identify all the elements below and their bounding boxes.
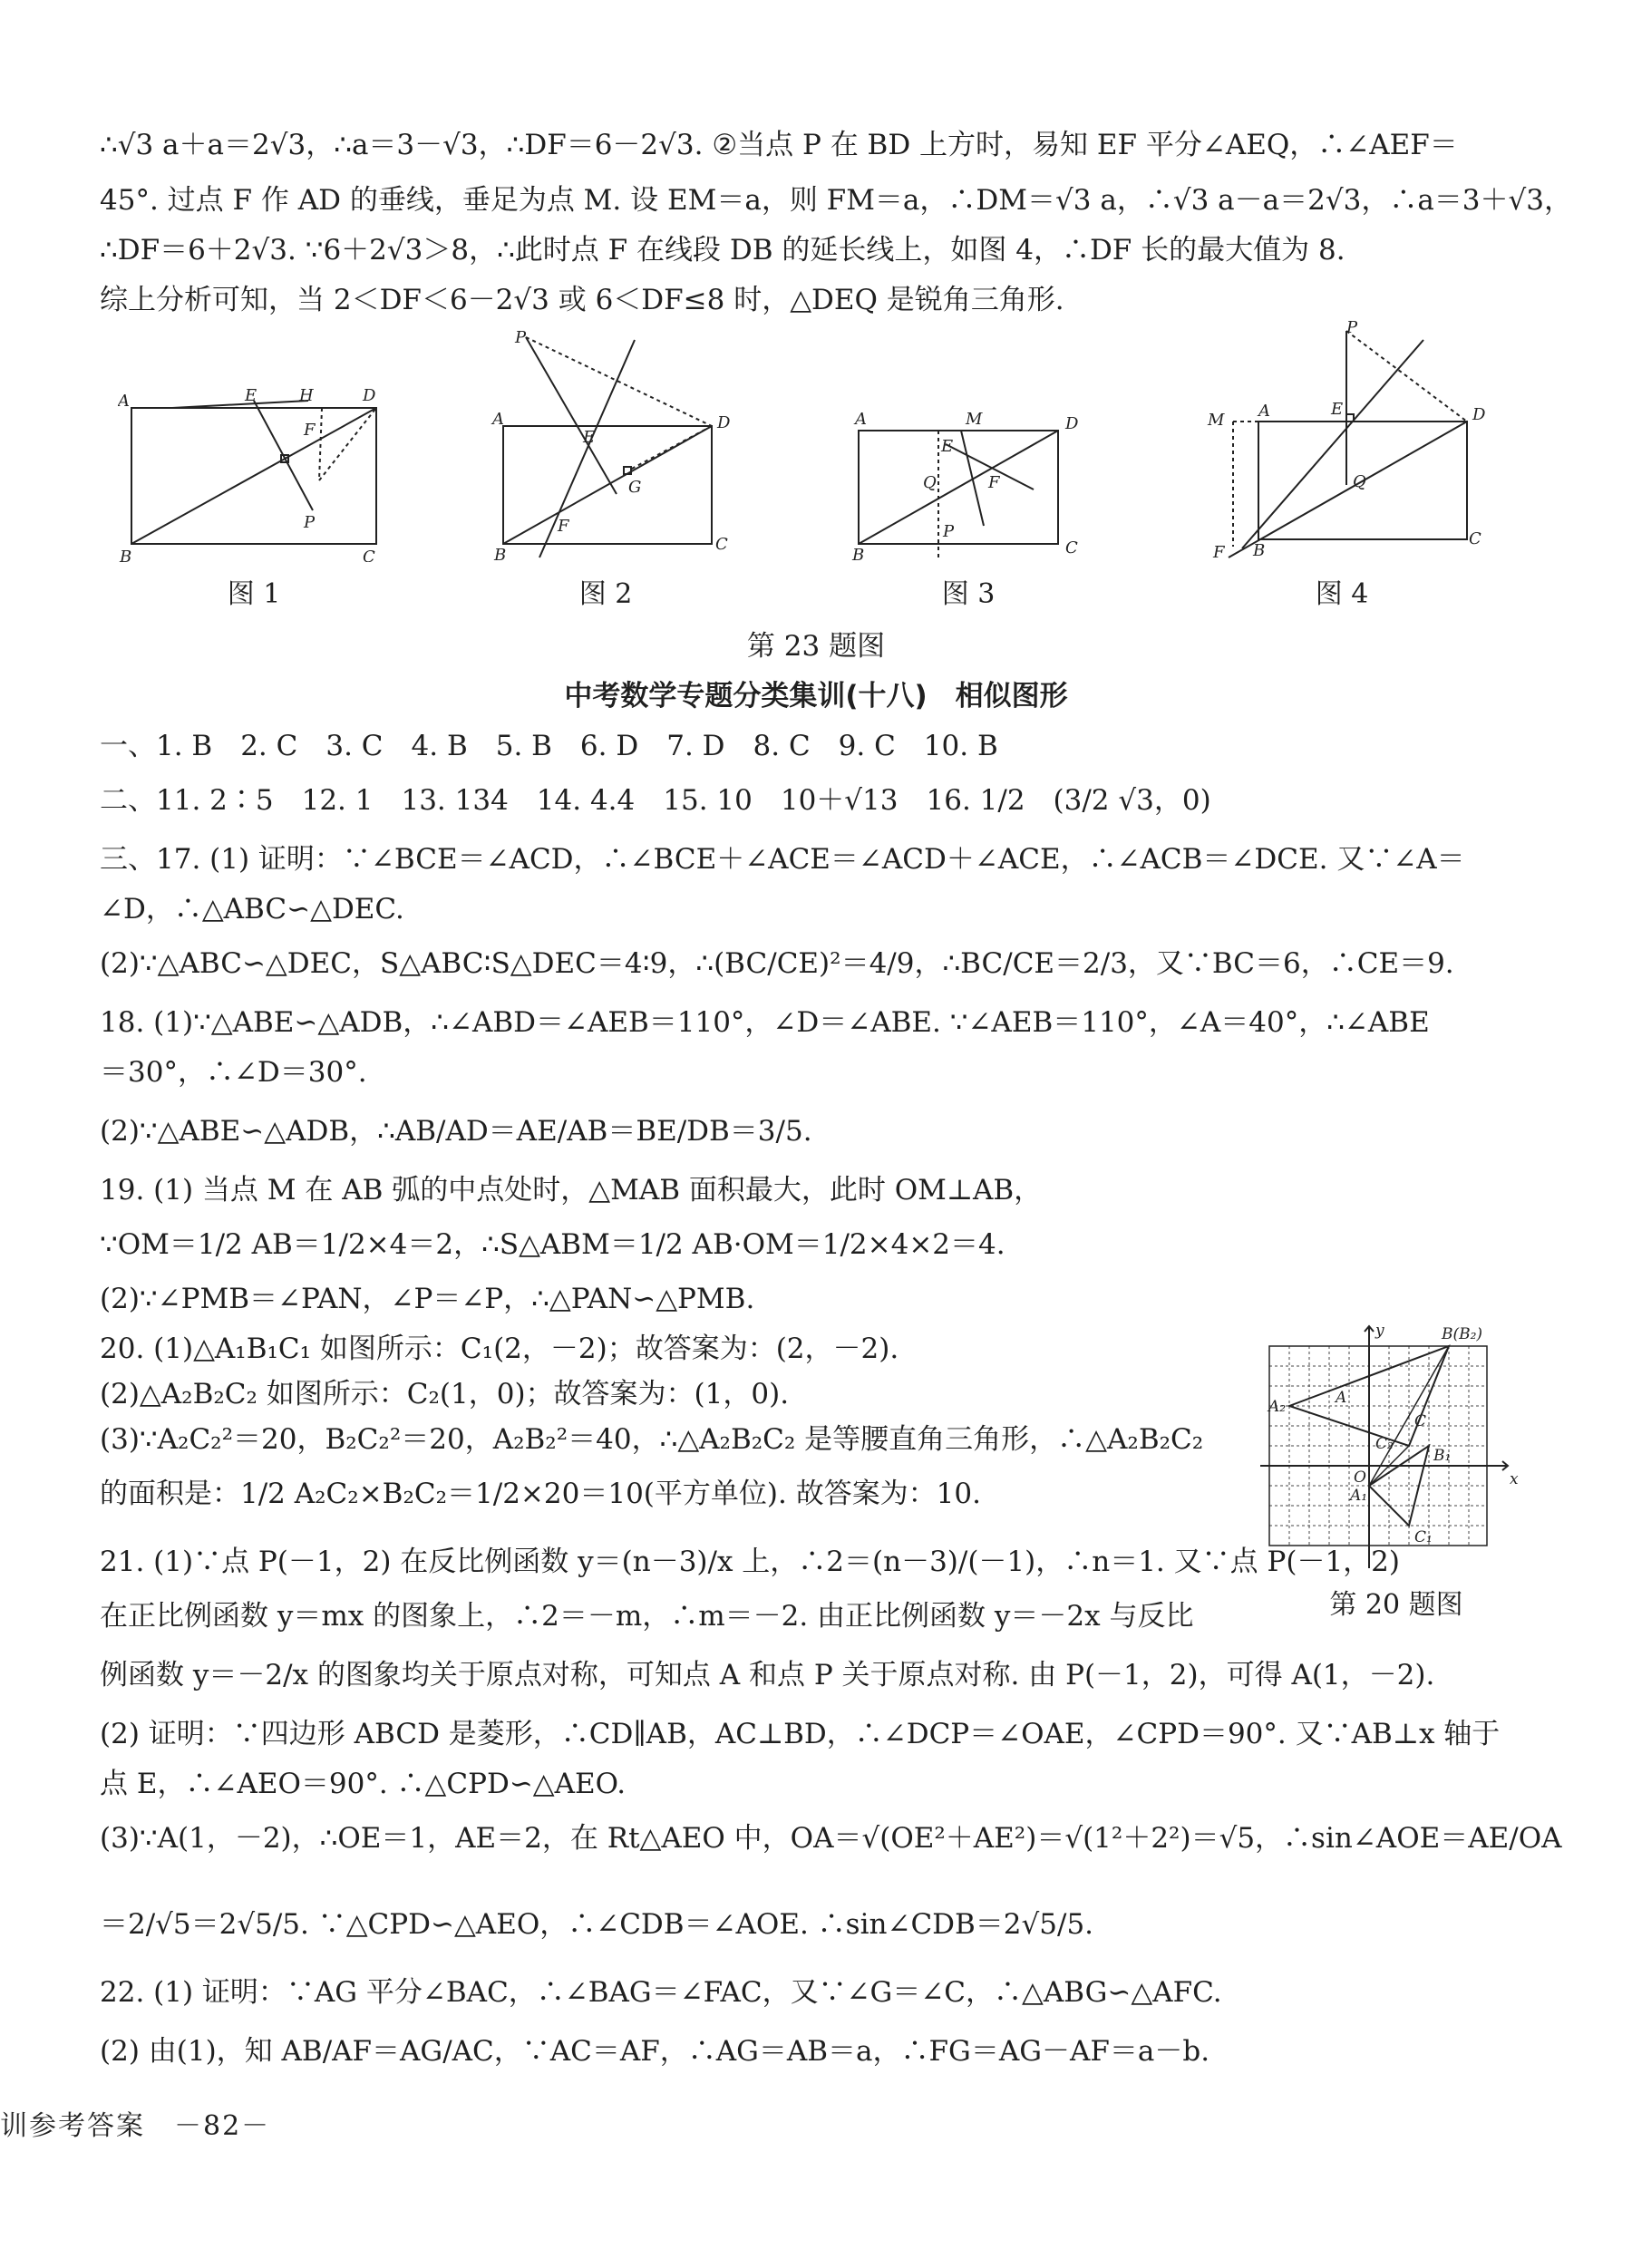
solution-line: ＝2/√5＝2√5/5. ∵△CPD∽△AEO，∴∠CDB＝∠AOE. ∴sin∠CDB＝2√5/5. [100, 1908, 1094, 1941]
solution-line: (2) 由(1)，知 AB/AF＝AG/AC，∵AC＝AF，∴AG＝AB＝a，∴FG＝AG－AF＝a－b. [100, 2035, 1210, 2068]
label-P: P [515, 328, 527, 347]
label-B1: B₁ [1433, 1447, 1452, 1465]
solution-line: (3)∵A₂C₂²＝20，B₂C₂²＝20，A₂B₂²＝40，∴△A₂B₂C₂ 是等腰直角三角形，∴△A₂B₂C₂ [100, 1423, 1204, 1456]
label-Q: Q [923, 473, 937, 492]
figure-4 [1197, 313, 1487, 562]
label-C: C [363, 548, 375, 562]
solution-line: 三、17. (1) 证明：∵∠BCE＝∠ACD，∴∠BCE＋∠ACE＝∠ACD＋∠ACE，∴∠ACB＝∠DCE. 又∵∠A＝ [100, 843, 1465, 876]
solution-line: 19. (1) 当点 M 在 AB 弧的中点处时，△MAB 面积最大，此时 OM⊥AB， [100, 1174, 1043, 1207]
label-M: M [966, 410, 983, 429]
figure-20-caption: 第 20 题图 [1329, 1589, 1463, 1621]
label-C: C [715, 535, 728, 554]
label-A: A [1336, 1389, 1347, 1407]
solution-line: 21. (1)∵点 P(－1，2) 在反比例函数 y＝(n－3)/x 上，∴2＝(n－3)/(－1)，∴n＝1. 又∵点 P(－1，2) [100, 1546, 1400, 1578]
label-B: B [494, 546, 507, 562]
figure-3 [839, 399, 1083, 562]
solution-line: ＝30°，∴∠D＝30°. [100, 1056, 367, 1089]
label-C1: C₁ [1414, 1528, 1433, 1546]
label-G: G [628, 478, 642, 497]
label-A1: A₁ [1350, 1487, 1368, 1505]
label-P: P [1346, 318, 1358, 337]
label-P: P [304, 513, 316, 532]
solution-line: ∠D，∴△ABC∽△DEC. [100, 893, 404, 926]
figure-20-grid [1256, 1319, 1528, 1582]
figure-caption: 图 3 [941, 578, 996, 610]
label-B: B [120, 548, 132, 562]
figure-1 [118, 344, 390, 562]
figure-caption: 图 2 [578, 578, 633, 610]
solution-line: 的面积是：1/2 A₂C₂×B₂C₂＝1/2×20＝10(平方单位). 故答案为：10. [100, 1478, 981, 1510]
label-P: P [943, 522, 955, 541]
solution-line: (2) 证明：∵四边形 ABCD 是菱形，∴CD∥AB，AC⊥BD，∴∠DCP＝∠OAE，∠CPD＝90°. 又∵AB⊥x 轴于 [100, 1718, 1501, 1750]
figure-group-title: 第 23 题图 [746, 630, 886, 663]
solution-line: (2)△A₂B₂C₂ 如图所示：C₂(1，0)；故答案为：(1，0). [100, 1378, 790, 1410]
label-D: D [1065, 414, 1079, 433]
label-B-B2: B(B₂) [1442, 1325, 1483, 1343]
answer-line-mc: 一、1. B 2. C 3. C 4. B 5. B 6. D 7. D 8. C 9. C 10. B [100, 730, 998, 762]
label-D: D [1472, 405, 1486, 424]
label-O: O [1354, 1468, 1366, 1487]
label-D: D [717, 413, 730, 432]
label-x: x [1510, 1470, 1519, 1488]
label-C: C [1469, 529, 1481, 548]
solution-line: (3)∵A(1，－2)，∴OE＝1，AE＝2，在 Rt△AEO 中，OA＝√(OE²＋AE²)＝√(1²＋2²)＝√5，∴sin∠AOE＝AE/OA [100, 1822, 1562, 1855]
label-F: F [988, 473, 1000, 492]
solution-line: (2)∵∠PMB＝∠PAN，∠P＝∠P，∴△PAN∽△PMB. [100, 1283, 755, 1315]
solution-line: 20. (1)△A₁B₁C₁ 如图所示：C₁(2，－2)；故答案为：(2，－2). [100, 1333, 899, 1365]
solution-line: 18. (1)∵△ABE∽△ADB，∴∠ABD＝∠AEB＝110°，∠D＝∠ABE. ∵∠AEB＝110°，∠A＝40°，∴∠ABE [100, 1006, 1430, 1039]
figure-caption: 图 1 [227, 578, 281, 610]
label-A: A [855, 410, 867, 429]
text-line: ∴√3 a＋a＝2√3，∴a＝3－√3，∴DF＝6－2√3. ②当点 P 在 BD 上方时，易知 EF 平分∠AEQ，∴∠AEF＝ [100, 129, 1458, 161]
text-line: 45°. 过点 F 作 AD 的垂线，垂足为点 M. 设 EM＝a，则 FM＝a，∴DM＝√3 a，∴√3 a－a＝2√3，∴a＝3＋√3， [100, 184, 1573, 217]
label-Q: Q [1353, 472, 1366, 491]
solution-line: (2)∵△ABC∽△DEC，S△ABC∶S△DEC＝4∶9，∴(BC/CE)²＝4/9，∴BC/CE＝2/3，又∵BC＝6，∴CE＝9. [100, 947, 1454, 980]
label-E: E [583, 428, 596, 447]
label-A: A [492, 410, 504, 429]
label-H: H [299, 386, 314, 405]
label-E: E [941, 437, 954, 456]
text-line: 综上分析可知，当 2＜DF＜6－2√3 或 6＜DF≤8 时，△DEQ 是锐角三角形. [100, 284, 1064, 316]
text-line: ∴DF＝6＋2√3. ∵6＋2√3＞8，∴此时点 F 在线段 DB 的延长线上，如图 4，∴DF 长的最大值为 8. [100, 234, 1345, 267]
label-B: B [852, 546, 865, 562]
label-C: C [1065, 538, 1078, 557]
label-A2: A₂ [1268, 1398, 1287, 1416]
solution-line: 例函数 y＝－2/x 的图象均关于原点对称，可知点 A 和点 P 关于原点对称. 由 P(－1，2)，可得 A(1，－2). [100, 1659, 1435, 1691]
solution-line: (2)∵△ABE∽△ADB，∴AB/AD＝AE/AB＝BE/DB＝3/5. [100, 1115, 812, 1148]
label-C: C [1414, 1412, 1427, 1430]
section-title: 中考数学专题分类集训(十八) 相似图形 [564, 680, 1068, 712]
label-M: M [1208, 411, 1225, 430]
label-B: B [1253, 541, 1266, 560]
label-A: A [118, 392, 130, 411]
figure-caption: 图 4 [1315, 578, 1369, 610]
label-F: F [304, 421, 316, 440]
figure-2 [485, 326, 730, 562]
solution-line: ∵OM＝1/2 AB＝1/2×4＝2，∴S△ABM＝1/2 AB·OM＝1/2×4×2＝4. [100, 1228, 1005, 1261]
label-F: F [1213, 543, 1225, 562]
label-D: D [363, 386, 376, 405]
label-A: A [1258, 402, 1270, 421]
page-footer: 训参考答案 －82－ [0, 2110, 271, 2142]
solution-line: 点 E，∴∠AEO＝90°. ∴△CPD∽△AEO. [100, 1768, 627, 1800]
label-y: y [1375, 1322, 1384, 1340]
label-E: E [1331, 400, 1344, 419]
solution-line: 在正比例函数 y＝mx 的图象上，∴2＝－m，∴m＝－2. 由正比例函数 y＝－2x 与反比 [100, 1600, 1194, 1633]
solution-line: 22. (1) 证明：∵AG 平分∠BAC，∴∠BAG＝∠FAC，又∵∠G＝∠C，∴△ABG∽△AFC. [100, 1976, 1222, 2009]
label-E: E [245, 386, 257, 405]
label-F: F [558, 517, 569, 536]
label-C2: C₂ [1375, 1435, 1394, 1453]
answer-line-fill: 二、11. 2∶5 12. 1 13. 134 14. 4.4 15. 10 10＋√13 16. 1/2 (3/2 √3，0) [100, 784, 1211, 817]
